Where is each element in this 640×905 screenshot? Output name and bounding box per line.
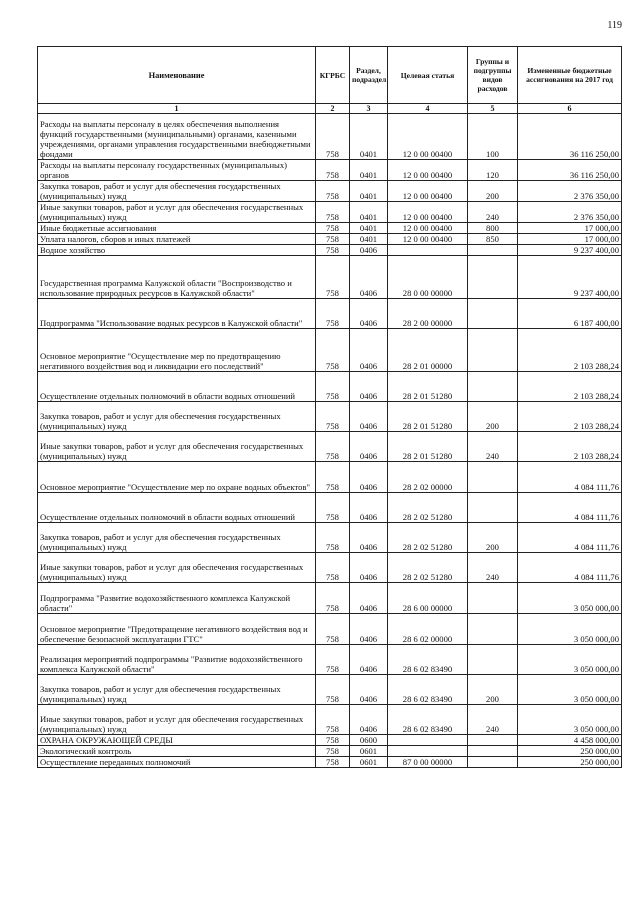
column-number: 3 <box>350 104 388 114</box>
row-expense-group <box>468 583 518 614</box>
row-expense-group: 240 <box>468 202 518 223</box>
column-number: 5 <box>468 104 518 114</box>
row-target: 12 0 00 00400 <box>388 114 468 160</box>
row-expense-group <box>468 746 518 757</box>
table-row <box>38 493 622 523</box>
row-section: 0406 <box>350 493 388 523</box>
row-name: Основное мероприятие "Предотвращение негативного воздействия вод и обеспечение безопасной эксплуатации ГТС" <box>38 614 316 645</box>
table-row <box>38 234 622 245</box>
row-kgrbs: 758 <box>316 583 350 614</box>
row-section: 0401 <box>350 223 388 234</box>
row-name: Закупка товаров, работ и услуг для обеспечения государственных (муниципальных) нужд <box>38 675 316 705</box>
row-section: 0406 <box>350 372 388 402</box>
table-row <box>38 114 622 160</box>
row-expense-group: 200 <box>468 675 518 705</box>
row-target: 28 2 02 51280 <box>388 493 468 523</box>
header-row <box>38 47 622 104</box>
row-amount: 250 000,00 <box>518 757 622 768</box>
row-target: 28 2 02 51280 <box>388 553 468 583</box>
row-amount: 17 000,00 <box>518 223 622 234</box>
row-kgrbs: 758 <box>316 705 350 735</box>
row-name: Расходы на выплаты персоналу государственных (муниципальных) органов <box>38 160 316 181</box>
row-section: 0406 <box>350 583 388 614</box>
row-section: 0601 <box>350 757 388 768</box>
row-target: 12 0 00 00400 <box>388 181 468 202</box>
row-target: 28 2 01 51280 <box>388 402 468 432</box>
row-amount: 2 376 350,00 <box>518 181 622 202</box>
row-kgrbs: 758 <box>316 675 350 705</box>
row-section: 0406 <box>350 523 388 553</box>
table-row <box>38 160 622 181</box>
table-row <box>38 583 622 614</box>
row-kgrbs: 758 <box>316 329 350 372</box>
row-amount: 4 458 000,00 <box>518 735 622 746</box>
row-name: ОХРАНА ОКРУЖАЮЩЕЙ СРЕДЫ <box>38 735 316 746</box>
table-body <box>38 114 622 768</box>
table-row <box>38 432 622 462</box>
row-expense-group <box>468 256 518 299</box>
row-section: 0401 <box>350 202 388 223</box>
header-kgrbs: КГРБС <box>316 47 350 104</box>
row-name: Осуществление переданных полномочий <box>38 757 316 768</box>
row-name: Подпрограмма "Использование водных ресурсов в Калужской области" <box>38 299 316 329</box>
header-section: Раздел, подраздел <box>350 47 388 104</box>
table-row <box>38 402 622 432</box>
row-target: 12 0 00 00400 <box>388 202 468 223</box>
row-kgrbs: 758 <box>316 114 350 160</box>
row-section: 0601 <box>350 746 388 757</box>
row-target: 28 6 02 00000 <box>388 614 468 645</box>
row-kgrbs: 758 <box>316 645 350 675</box>
table-row <box>38 746 622 757</box>
row-expense-group: 100 <box>468 114 518 160</box>
header-amount: Измененные бюджетные ассигнования на 2017 год <box>518 47 622 104</box>
row-amount: 36 116 250,00 <box>518 160 622 181</box>
row-kgrbs: 758 <box>316 757 350 768</box>
table-row <box>38 181 622 202</box>
row-expense-group: 850 <box>468 234 518 245</box>
table-row <box>38 256 622 299</box>
row-kgrbs: 758 <box>316 256 350 299</box>
row-expense-group <box>468 329 518 372</box>
row-kgrbs: 758 <box>316 299 350 329</box>
row-name: Иные закупки товаров, работ и услуг для обеспечения государственных (муниципальных) нужд <box>38 432 316 462</box>
table-row <box>38 372 622 402</box>
row-section: 0406 <box>350 705 388 735</box>
row-amount: 3 050 000,00 <box>518 583 622 614</box>
row-expense-group: 240 <box>468 553 518 583</box>
table-row <box>38 553 622 583</box>
row-kgrbs: 758 <box>316 553 350 583</box>
row-kgrbs: 758 <box>316 614 350 645</box>
row-target: 28 2 01 00000 <box>388 329 468 372</box>
row-name: Закупка товаров, работ и услуг для обеспечения государственных (муниципальных) нужд <box>38 181 316 202</box>
row-amount: 4 084 111,76 <box>518 523 622 553</box>
row-kgrbs: 758 <box>316 181 350 202</box>
row-name: Осуществление отдельных полномочий в области водных отношений <box>38 493 316 523</box>
row-target: 12 0 00 00400 <box>388 234 468 245</box>
row-expense-group: 120 <box>468 160 518 181</box>
table-row <box>38 223 622 234</box>
row-section: 0406 <box>350 675 388 705</box>
row-name: Подпрограмма "Развитие водохозяйственного комплекса Калужской области" <box>38 583 316 614</box>
row-expense-group: 200 <box>468 181 518 202</box>
row-expense-group: 240 <box>468 432 518 462</box>
row-section: 0406 <box>350 462 388 493</box>
row-expense-group: 200 <box>468 523 518 553</box>
row-section: 0406 <box>350 614 388 645</box>
row-amount: 17 000,00 <box>518 234 622 245</box>
row-target: 28 2 01 51280 <box>388 432 468 462</box>
table-row <box>38 614 622 645</box>
table-row <box>38 462 622 493</box>
column-number: 1 <box>38 104 316 114</box>
row-expense-group <box>468 645 518 675</box>
row-amount: 3 050 000,00 <box>518 675 622 705</box>
row-expense-group: 800 <box>468 223 518 234</box>
row-target <box>388 746 468 757</box>
row-section: 0401 <box>350 181 388 202</box>
row-section: 0401 <box>350 114 388 160</box>
row-name: Экологический контроль <box>38 746 316 757</box>
row-target: 28 6 00 00000 <box>388 583 468 614</box>
row-amount: 4 084 111,76 <box>518 462 622 493</box>
table-row <box>38 757 622 768</box>
row-target: 28 6 02 83490 <box>388 675 468 705</box>
row-name: Иные закупки товаров, работ и услуг для обеспечения государственных (муниципальных) нужд <box>38 553 316 583</box>
header-target: Целевая статья <box>388 47 468 104</box>
row-section: 0406 <box>350 432 388 462</box>
row-target: 28 2 01 51280 <box>388 372 468 402</box>
row-amount: 3 050 000,00 <box>518 645 622 675</box>
row-name: Закупка товаров, работ и услуг для обеспечения государственных (муниципальных) нужд <box>38 402 316 432</box>
column-number: 2 <box>316 104 350 114</box>
row-section: 0406 <box>350 402 388 432</box>
row-expense-group <box>468 493 518 523</box>
row-expense-group <box>468 735 518 746</box>
row-name: Иные бюджетные ассигнования <box>38 223 316 234</box>
row-amount: 4 084 111,76 <box>518 553 622 583</box>
row-amount: 2 103 288,24 <box>518 402 622 432</box>
row-name: Основное мероприятие "Осуществление мер по охране водных объектов" <box>38 462 316 493</box>
row-section: 0406 <box>350 299 388 329</box>
row-name: Уплата налогов, сборов и иных платежей <box>38 234 316 245</box>
table-row <box>38 202 622 223</box>
row-target: 12 0 00 00400 <box>388 160 468 181</box>
row-target: 87 0 00 00000 <box>388 757 468 768</box>
table-row <box>38 645 622 675</box>
row-target: 28 6 02 83490 <box>388 645 468 675</box>
table-row <box>38 299 622 329</box>
row-amount: 4 084 111,76 <box>518 493 622 523</box>
row-name: Основное мероприятие "Осуществление мер по предотвращению негативного воздействия вод и ликвидации его последствий" <box>38 329 316 372</box>
row-expense-group <box>468 614 518 645</box>
row-section: 0406 <box>350 245 388 256</box>
row-kgrbs: 758 <box>316 402 350 432</box>
row-name: Закупка товаров, работ и услуг для обеспечения государственных (муниципальных) нужд <box>38 523 316 553</box>
row-target: 28 2 02 51280 <box>388 523 468 553</box>
row-amount: 36 116 250,00 <box>518 114 622 160</box>
row-target: 28 2 00 00000 <box>388 299 468 329</box>
row-expense-group: 240 <box>468 705 518 735</box>
row-kgrbs: 758 <box>316 432 350 462</box>
row-amount: 2 103 288,24 <box>518 372 622 402</box>
row-amount: 6 187 400,00 <box>518 299 622 329</box>
row-section: 0406 <box>350 256 388 299</box>
row-amount: 2 103 288,24 <box>518 329 622 372</box>
row-expense-group: 200 <box>468 402 518 432</box>
row-name: Реализация мероприятий подпрограммы "Развитие водохозяйственного комплекса Калужской области" <box>38 645 316 675</box>
row-target: 28 0 00 00000 <box>388 256 468 299</box>
header-name: Наименование <box>38 47 316 104</box>
row-kgrbs: 758 <box>316 735 350 746</box>
row-amount: 9 237 400,00 <box>518 245 622 256</box>
row-section: 0600 <box>350 735 388 746</box>
row-kgrbs: 758 <box>316 372 350 402</box>
row-kgrbs: 758 <box>316 746 350 757</box>
row-amount: 250 000,00 <box>518 746 622 757</box>
row-expense-group <box>468 462 518 493</box>
row-kgrbs: 758 <box>316 202 350 223</box>
row-expense-group <box>468 372 518 402</box>
table-row <box>38 523 622 553</box>
column-number-row <box>38 104 622 114</box>
row-name: Государственная программа Калужской области "Воспроизводство и использование природных ресурсов в Калужской области" <box>38 256 316 299</box>
row-amount: 3 050 000,00 <box>518 614 622 645</box>
row-kgrbs: 758 <box>316 160 350 181</box>
page-number: 119 <box>607 20 622 31</box>
table-row <box>38 705 622 735</box>
row-target: 28 2 02 00000 <box>388 462 468 493</box>
row-target: 28 6 02 83490 <box>388 705 468 735</box>
row-name: Иные закупки товаров, работ и услуг для обеспечения государственных (муниципальных) нужд <box>38 202 316 223</box>
row-section: 0406 <box>350 645 388 675</box>
row-amount: 2 376 350,00 <box>518 202 622 223</box>
row-expense-group <box>468 299 518 329</box>
table-row <box>38 735 622 746</box>
row-kgrbs: 758 <box>316 234 350 245</box>
row-amount: 9 237 400,00 <box>518 256 622 299</box>
column-number: 6 <box>518 104 622 114</box>
row-name: Осуществление отдельных полномочий в области водных отношений <box>38 372 316 402</box>
row-expense-group <box>468 757 518 768</box>
row-name: Иные закупки товаров, работ и услуг для обеспечения государственных (муниципальных) нужд <box>38 705 316 735</box>
row-kgrbs: 758 <box>316 493 350 523</box>
row-section: 0401 <box>350 160 388 181</box>
row-amount: 2 103 288,24 <box>518 432 622 462</box>
header-expense-group: Группы и подгруппы видов расходов <box>468 47 518 104</box>
row-kgrbs: 758 <box>316 523 350 553</box>
row-target <box>388 245 468 256</box>
column-number: 4 <box>388 104 468 114</box>
row-name: Расходы на выплаты персоналу в целях обеспечения выполнения функций государственными (муниципальными) органами, казенными учреждениями, органами управления государственными внебюджетными фондами <box>38 114 316 160</box>
table-row <box>38 675 622 705</box>
row-amount: 3 050 000,00 <box>518 705 622 735</box>
row-section: 0406 <box>350 329 388 372</box>
row-target: 12 0 00 00400 <box>388 223 468 234</box>
row-name: Водное хозяйство <box>38 245 316 256</box>
row-kgrbs: 758 <box>316 223 350 234</box>
row-expense-group <box>468 245 518 256</box>
row-section: 0401 <box>350 234 388 245</box>
row-section: 0406 <box>350 553 388 583</box>
row-kgrbs: 758 <box>316 462 350 493</box>
row-kgrbs: 758 <box>316 245 350 256</box>
table-row <box>38 245 622 256</box>
budget-table <box>37 46 622 768</box>
row-target <box>388 735 468 746</box>
table-row <box>38 329 622 372</box>
